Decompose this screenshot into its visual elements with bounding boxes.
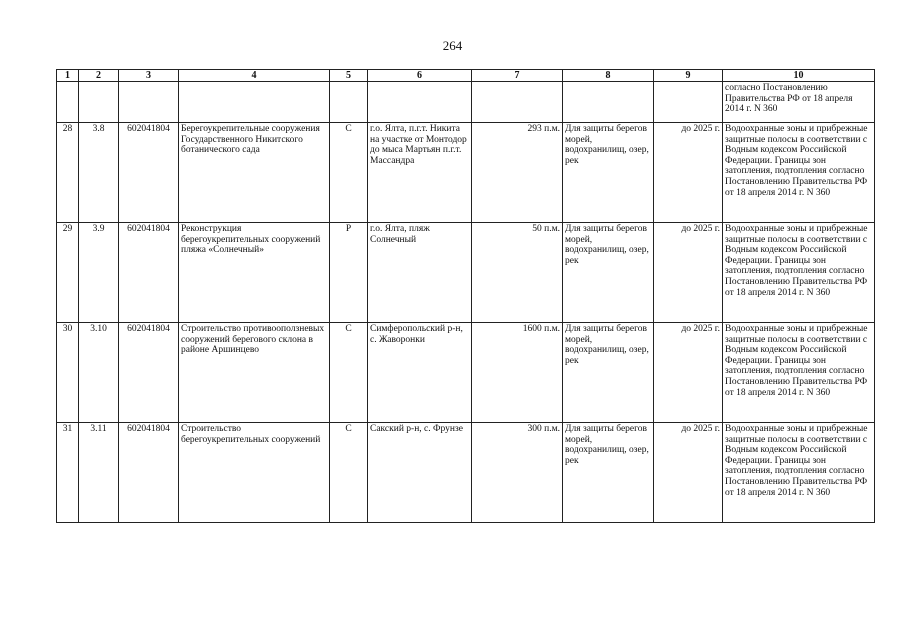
header-cell: 7: [472, 70, 563, 82]
continuation-row: [57, 82, 875, 123]
cell-empty: [563, 82, 654, 123]
page-number: 264: [442, 38, 463, 53]
cell-empty: [330, 82, 368, 123]
cell-deadline: до 2025 г.: [654, 223, 723, 323]
cell-number: 31: [57, 423, 79, 523]
cell-name: Берегоукрепительные сооружения Государственного Никитского ботанического сада: [179, 123, 330, 223]
cell-purpose: Для защиты берегов морей, водохранилищ, озер, рек: [563, 423, 654, 523]
table-row: [57, 223, 875, 323]
cell-number: 28: [57, 123, 79, 223]
header-cell: 9: [654, 70, 723, 82]
header-cell: 10: [723, 70, 875, 82]
cell-number: 29: [57, 223, 79, 323]
cell-type: Р: [330, 223, 368, 323]
cell-code: 3.10: [79, 323, 119, 423]
cell-deadline: до 2025 г.: [654, 323, 723, 423]
header-cell: 6: [368, 70, 472, 82]
header-cell: 3: [119, 70, 179, 82]
cell-empty: [368, 82, 472, 123]
cell-kbk: 602041804: [119, 323, 179, 423]
cell-empty: [472, 82, 563, 123]
cell-purpose: Для защиты берегов морей, водохранилищ, озер, рек: [563, 323, 654, 423]
cell-type: С: [330, 323, 368, 423]
cell-number: 30: [57, 323, 79, 423]
cell-empty: [119, 82, 179, 123]
cell-capacity: 300 п.м.: [472, 423, 563, 523]
cell-capacity: 50 п.м.: [472, 223, 563, 323]
cell-notes: Водоохранные зоны и прибрежные защитные полосы в соответствии с Водным кодексом Российской Федерации. Границы зон затопления, подтопления согласно Постановлению Правительства РФ от 18 апреля 2014 г. N 360: [723, 223, 875, 323]
cell-kbk: 602041804: [119, 423, 179, 523]
cell-empty: [654, 82, 723, 123]
cell-empty: [57, 82, 79, 123]
cell-notes-continuation: согласно Постановлению Правительства РФ от 18 апреля 2014 г. N 360: [723, 82, 875, 123]
table-row: [57, 323, 875, 423]
cell-kbk: 602041804: [119, 123, 179, 223]
header-cell: 4: [179, 70, 330, 82]
cell-code: 3.8: [79, 123, 119, 223]
cell-code: 3.11: [79, 423, 119, 523]
cell-location: г.о. Ялта, пляж Солнечный: [368, 223, 472, 323]
table-header-row: [57, 70, 875, 82]
cell-name: Строительство противооползневых сооружений берегового склона в районе Аршинцево: [179, 323, 330, 423]
header-cell: 5: [330, 70, 368, 82]
header-cell: 1: [57, 70, 79, 82]
cell-type: С: [330, 123, 368, 223]
cell-location: Сакский р-н, с. Фрунзе: [368, 423, 472, 523]
cell-capacity: 1600 п.м.: [472, 323, 563, 423]
cell-capacity: 293 п.м.: [472, 123, 563, 223]
cell-code: 3.9: [79, 223, 119, 323]
header-cell: 2: [79, 70, 119, 82]
cell-kbk: 602041804: [119, 223, 179, 323]
table-row: [57, 123, 875, 223]
cell-notes: Водоохранные зоны и прибрежные защитные полосы в соответствии с Водным кодексом Российской Федерации. Границы зон затопления, подтопления согласно Постановлению Правительства РФ от 18 апреля 2014 г. N 360: [723, 123, 875, 223]
cell-deadline: до 2025 г.: [654, 123, 723, 223]
cell-type: С: [330, 423, 368, 523]
cell-name: Строительство берегоукрепительных сооружений: [179, 423, 330, 523]
cell-notes: Водоохранные зоны и прибрежные защитные полосы в соответствии с Водным кодексом Российской Федерации. Границы зон затопления, подтопления согласно Постановлению Правительства РФ от 18 апреля 2014 г. N 360: [723, 323, 875, 423]
cell-notes: Водоохранные зоны и прибрежные защитные полосы в соответствии с Водным кодексом Российской Федерации. Границы зон затопления, подтопления согласно Постановлению Правительства РФ от 18 апреля 2014 г. N 360: [723, 423, 875, 523]
cell-purpose: Для защиты берегов морей, водохранилищ, озер, рек: [563, 223, 654, 323]
cell-name: Реконструкция берегоукрепительных сооружений пляжа «Солнечный»: [179, 223, 330, 323]
cell-empty: [79, 82, 119, 123]
header-cell: 8: [563, 70, 654, 82]
cell-location: Симферопольский р-н, с. Жаворонки: [368, 323, 472, 423]
document-table: [56, 69, 875, 523]
cell-location: г.о. Ялта, п.г.т. Никита на участке от Монтодор до мыса Мартьян п.г.т. Массандра: [368, 123, 472, 223]
table-row: [57, 423, 875, 523]
cell-empty: [179, 82, 330, 123]
cell-purpose: Для защиты берегов морей, водохранилищ, озер, рек: [563, 123, 654, 223]
cell-deadline: до 2025 г.: [654, 423, 723, 523]
